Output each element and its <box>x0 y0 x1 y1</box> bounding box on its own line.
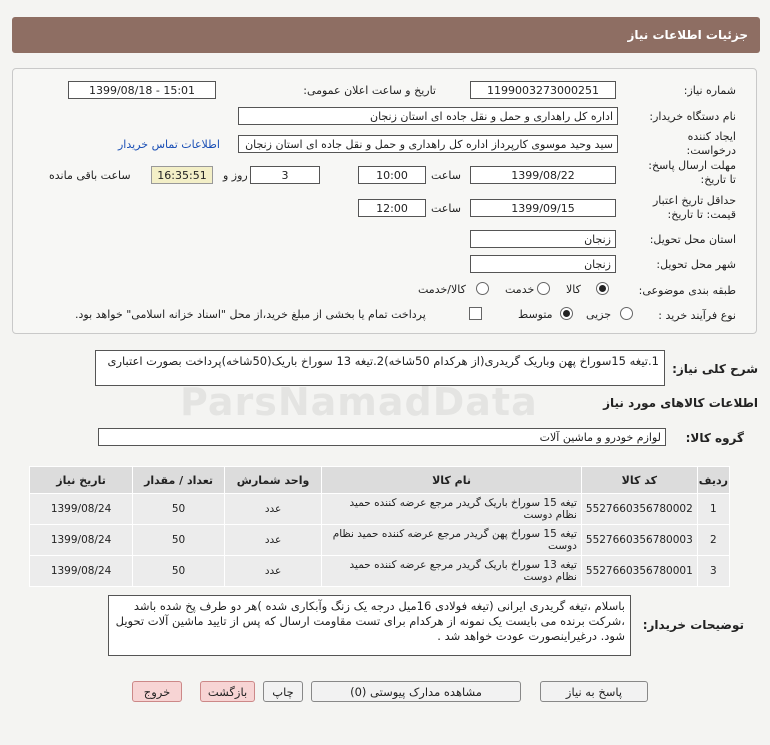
valid-hour-label: ساعت <box>431 202 461 215</box>
need-number-label: شماره نیاز: <box>683 84 736 97</box>
category-radio-service[interactable] <box>537 282 550 295</box>
page-title: جزئیات اطلاعات نیاز <box>627 28 748 42</box>
need-number-field: 1199003273000251 <box>470 81 616 99</box>
table-row <box>30 525 730 556</box>
process-option-medium: متوسط <box>518 308 553 321</box>
treasury-payment-note: پرداخت تمام یا بخشی از مبلغ خرید،از محل "اسناد خزانه اسلامی" خواهد بود. <box>75 308 426 321</box>
col-row-header: ردیف <box>697 467 729 494</box>
print-button[interactable]: چاپ <box>263 681 303 702</box>
process-option-minor: جزیی <box>586 308 612 321</box>
details-panel <box>12 68 757 334</box>
item-name: تیغه 15 سوراخ باریک گریدر مرجع عرضه کننده حمید نظام دوست <box>322 494 582 525</box>
row-number: 1 <box>697 494 729 525</box>
announce-datetime-label: تاریخ و ساعت اعلان عمومی: <box>303 84 436 97</box>
item-code: 5527660356780002 <box>581 494 697 525</box>
buyer-notes-field: باسلام ،تیغه گریدری ایرانی (تیغه فولادی 16میل درجه یک زنگ وآبکاری شده )هر دو طرف پخ شده باشد ،شرکت برنده می بایست یک نمونه از هرکدام برای تست مقاومت ارسال که پس از تایید ماشین آلات تحویل شود. درغیراینصورت عودت خواهد شد . <box>108 595 631 656</box>
process-radio-minor[interactable] <box>620 307 633 320</box>
days-label: روز و <box>223 169 248 182</box>
reply-button[interactable]: پاسخ به نیاز <box>540 681 648 702</box>
item-code: 5527660356780003 <box>581 525 697 556</box>
table-header-row <box>30 467 730 494</box>
category-radio-goods-service[interactable] <box>476 282 489 295</box>
col-name-header: نام کالا <box>322 467 582 494</box>
exit-button[interactable]: خروج <box>132 681 182 702</box>
item-unit: عدد <box>224 556 321 587</box>
goods-info-title: اطلاعات کالاهای مورد نیاز <box>603 396 758 410</box>
general-desc-label: شرح کلی نیاز: <box>672 362 758 376</box>
item-unit: عدد <box>224 494 321 525</box>
province-field: زنجان <box>470 230 616 248</box>
category-radio-goods[interactable] <box>596 282 609 295</box>
item-name: تیغه 13 سوراخ باریک گریدر مرجع عرضه کننده حمید نظام دوست <box>322 556 582 587</box>
col-date-header: تاریخ نیاز <box>30 467 133 494</box>
process-label: نوع فرآیند خرید : <box>658 309 736 322</box>
col-qty-header: تعداد / مقدار <box>133 467 225 494</box>
item-qty: 50 <box>133 494 225 525</box>
item-unit: عدد <box>224 525 321 556</box>
general-desc-field: 1.تیغه 15سوراخ پهن وباریک گریدری(از هرکدام 50شاخه)2.تیغه 13 سوراخ باریک(50شاخه)پرداخت بصورت اعتباری <box>95 350 665 386</box>
back-button[interactable]: بازگشت <box>200 681 255 702</box>
item-date: 1399/08/24 <box>30 556 133 587</box>
process-radio-medium[interactable] <box>560 307 573 320</box>
treasury-payment-checkbox[interactable] <box>469 307 482 320</box>
buyer-org-label: نام دستگاه خریدار: <box>649 110 736 123</box>
item-date: 1399/08/24 <box>30 525 133 556</box>
col-unit-header: واحد شمارش <box>224 467 321 494</box>
send-deadline-label: مهلت ارسال پاسخ: تا تاریخ: <box>648 159 736 186</box>
item-code: 5527660356780001 <box>581 556 697 587</box>
table-row <box>30 494 730 525</box>
goods-group-label: گروه کالا: <box>685 431 744 445</box>
send-hour-label: ساعت <box>431 169 461 182</box>
category-option-goods: کالا <box>566 283 581 296</box>
table-row <box>30 556 730 587</box>
days-field: 3 <box>250 166 320 184</box>
item-name: تیغه 15 سوراخ پهن گریدر مرجع عرضه کننده حمید نظام دوست <box>322 525 582 556</box>
buyer-contact-link[interactable]: اطلاعات تماس خریدار <box>118 138 220 151</box>
view-attachments-button[interactable]: مشاهده مدارک پیوستی (0) <box>311 681 521 702</box>
item-qty: 50 <box>133 556 225 587</box>
goods-table <box>29 466 730 587</box>
creator-label: ایجاد کننده درخواست: <box>686 130 736 157</box>
valid-date-field: 1399/09/15 <box>470 199 616 217</box>
buyer-org-field: اداره کل راهداری و حمل و نقل جاده ای استان زنجان <box>238 107 618 125</box>
item-date: 1399/08/24 <box>30 494 133 525</box>
valid-time-field: 12:00 <box>358 199 426 217</box>
category-label: طبقه بندی موضوعی: <box>638 284 736 297</box>
watermark: ParsNamadData <box>180 380 538 424</box>
row-number: 2 <box>697 525 729 556</box>
send-date-field: 1399/08/22 <box>470 166 616 184</box>
goods-group-field: لوازم خودرو و ماشین آلات <box>98 428 666 446</box>
remaining-timer: 16:35:51 <box>151 166 213 184</box>
city-field: زنجان <box>470 255 616 273</box>
category-option-service: خدمت <box>505 283 535 296</box>
city-label: شهر محل تحویل: <box>656 258 736 271</box>
creator-field: سید وحید موسوی کارپرداز اداره کل راهداری و حمل و نقل جاده ای استان زنجان <box>238 135 618 153</box>
col-code-header: کد کالا <box>581 467 697 494</box>
buyer-notes-label: توضیحات خریدار: <box>642 618 744 632</box>
province-label: استان محل تحویل: <box>649 233 736 246</box>
item-qty: 50 <box>133 525 225 556</box>
remaining-label: ساعت باقی مانده <box>49 169 131 182</box>
page-title-bar <box>12 17 760 53</box>
announce-datetime-field: 1399/08/18 - 15:01 <box>68 81 216 99</box>
send-time-field: 10:00 <box>358 166 426 184</box>
validity-label: حداقل تاریخ اعتبار قیمت: تا تاریخ: <box>652 194 736 221</box>
category-option-goods-service: کالا/خدمت <box>418 283 466 296</box>
row-number: 3 <box>697 556 729 587</box>
